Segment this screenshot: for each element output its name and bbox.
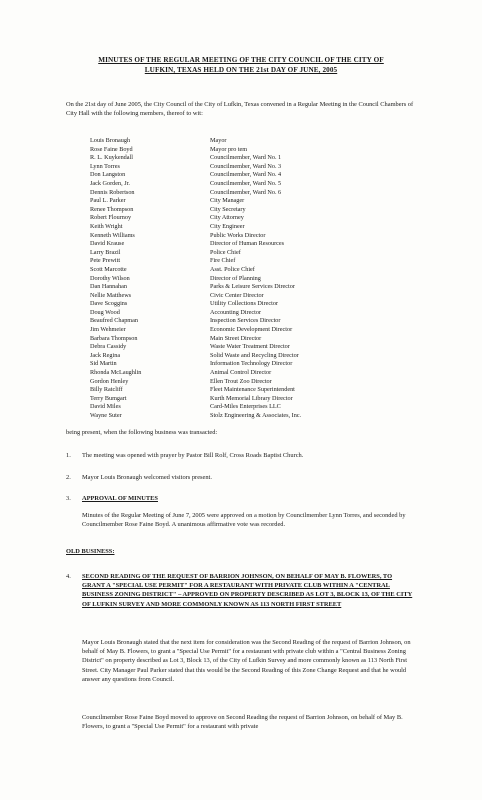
attendee-name: Larry Brazil (90, 248, 121, 256)
roster-row (90, 223, 410, 232)
roster-row (90, 317, 410, 326)
roster-row (90, 343, 410, 352)
attendee-name: Renee Thompson (90, 205, 134, 213)
item-4-title: SECOND READING OF THE REQUEST OF BARRION JOHNSON, ON BEHALF OF MAY B. FLOWERS, TO GRANT A "SPECIAL USE PERMIT" FOR A RESTAURANT WITH PRIVATE CLUB WITHIN A "CENTRAL BUSINESS ZONING DISTRICT" – APPROVED ON PROPERTY DESCRIBED AS LOT 3, BLOCK 13, OF THE CITY OF LUFKIN SURVEY AND MORE COMMONLY KNOWN AS 113 NORTH FIRST STREET (82, 573, 413, 608)
roster-row (90, 249, 410, 258)
attendee-name: R. L. Kuykendall (90, 154, 133, 162)
roster-row (90, 180, 410, 189)
attendee-name: Rose Faine Boyd (90, 145, 133, 153)
roster-row (90, 378, 410, 387)
attendee-title: Ellen Trout Zoo Director (210, 377, 272, 385)
attendee-title: Waste Water Treatment Director (210, 343, 290, 351)
roster-row (90, 309, 410, 318)
attendee-title: Fleet Maintenance Superintendent (210, 386, 295, 394)
attendee-name: Dave Scoggins (90, 300, 128, 308)
item-4-paragraph-1: Mayor Louis Bronaugh stated that the next item for consideration was the Second Reading of the request of Barrion Johnson, on behalf of May B. Flowers, to grant a "Special Use Permit" for a restaurant with private club within a "Central Business Zoning District" on property described as Lot 3, Block 13, of the City of Lufkin Survey and more commonly known as 113 North First Street. City Manager Paul Parker stated that this would be the Second Reading of this Zone Change Request and that he would answer any questions from Council. (82, 639, 411, 683)
attendee-name: Pete Prewitt (90, 257, 121, 265)
attendee-name: Dan Hannahan (90, 283, 127, 291)
attendee-title: Information Technology Director (210, 360, 293, 368)
attendee-title: Utility Collections Director (210, 300, 279, 308)
old-business-heading: OLD BUSINESS: (66, 548, 115, 555)
title-line-1: MINUTES OF THE REGULAR MEETING OF THE CITY COUNCIL OF THE CITY OF (98, 56, 384, 64)
attendee-title: Police Chief (210, 248, 241, 256)
attendee-name: Kenneth Williams (90, 231, 135, 239)
roster-row (90, 412, 410, 421)
attendee-title: Councilmember, Ward No. 6 (210, 188, 282, 196)
roster-row (90, 292, 410, 301)
roster-row (90, 163, 410, 172)
attendee-name: David Krause (90, 240, 125, 248)
roster-row (90, 232, 410, 241)
attendee-name: Jack Regina (90, 351, 121, 359)
attendee-name: Wayne Suter (90, 412, 122, 419)
attendee-name: Nellie Matthews (90, 291, 132, 299)
attendee-name: Dorothy Wilson (90, 274, 130, 282)
item-2 (66, 473, 416, 482)
item-number: 4. (66, 573, 71, 580)
being-present-text: being present, when the following business was transacted: (66, 429, 218, 436)
roster-row (90, 283, 410, 292)
roster-row (90, 326, 410, 335)
roster-row (90, 395, 410, 404)
item-1 (66, 451, 416, 460)
attendee-title: Councilmember, Ward No. 1 (210, 154, 282, 162)
roster-row (90, 206, 410, 215)
attendee-title: Asst. Police Chief (210, 265, 255, 273)
attendee-name: Gordon Henley (90, 377, 129, 385)
title-line-2: LUFKIN, TEXAS HELD ON THE 21st DAY OF JUNE, 2005 (144, 66, 338, 74)
attendee-title: Kurth Memorial Library Director (210, 394, 293, 402)
attendee-title: Card-Miles Enterprises LLC (210, 403, 281, 411)
attendee-title: Director of Planning (210, 274, 261, 282)
attendee-title: Main Street Director (210, 334, 262, 342)
attendee-name: Barbara Thompson (90, 334, 138, 342)
attendee-name: Keith Wright (90, 222, 123, 230)
attendee-name: Beaufred Chapman (90, 317, 138, 325)
attendee-name: Jim Wehmeier (90, 326, 126, 334)
document-title (40, 55, 442, 75)
attendee-title: Civic Center Director (210, 291, 264, 299)
attendee-title: Mayor (210, 137, 227, 144)
attendee-title: City Attorney (210, 214, 244, 222)
attendee-title: Councilmember, Ward No. 4 (210, 171, 282, 179)
roster-row (90, 137, 410, 146)
item-text: Mayor Louis Bronaugh welcomed visitors present. (82, 474, 212, 481)
attendee-name: Lynn Torres (90, 162, 120, 170)
attendee-name: Debra Cassidy (90, 343, 127, 351)
attendee-title: Inspection Services Director (210, 317, 281, 325)
attendee-name: Scott Marcotte (90, 265, 127, 273)
attendee-title: Mayor pro tem (210, 145, 248, 153)
roster-row (90, 257, 410, 266)
attendee-name: Sid Martin (90, 360, 117, 368)
attendee-title: Economic Development Director (210, 326, 293, 334)
attendee-name: Louis Bronaugh (90, 137, 131, 144)
roster-row (90, 352, 410, 361)
roster-row (90, 275, 410, 284)
attendee-title: Accounting Director (210, 308, 262, 316)
approval-paragraph: Minutes of the Regular Meeting of June 7, 2005 were approved on a motion by Councilmember Lynn Torres, and seconded by Councilmember Rose Faine Boyd. A unanimous affirmative vote was recorded. (82, 512, 406, 529)
attendee-name: David Miles (90, 403, 121, 411)
item-4-heading (66, 572, 416, 609)
attendee-name: Dennis Robertson (90, 188, 135, 196)
attendee-title: Councilmember, Ward No. 3 (210, 162, 282, 170)
roster-row (90, 386, 410, 395)
roster-row (90, 189, 410, 198)
roster-row (90, 146, 410, 155)
roster-row (90, 335, 410, 344)
attendee-title: City Engineer (210, 222, 245, 230)
roster-row (90, 300, 410, 309)
item-number: 3. (66, 495, 71, 502)
attendee-name: Doug Wood (90, 308, 120, 316)
attendee-title: Parks & Leisure Services Director (210, 283, 295, 291)
attendee-title: Public Works Director (210, 231, 266, 239)
item-text: The meeting was opened with prayer by Pastor Bill Rolf, Cross Roads Baptist Church. (82, 452, 304, 459)
approval-heading: APPROVAL OF MINUTES (82, 495, 158, 502)
attendee-name: Billy Ratcliff (90, 386, 123, 394)
attendee-name: Terry Bumgart (90, 394, 127, 402)
attendee-name: Rhonda McLaughlin (90, 369, 142, 377)
attendee-title: City Secretary (210, 205, 246, 213)
roster-row (90, 369, 410, 378)
attendee-title: Stolz Engineering & Associates, Inc. (210, 412, 302, 419)
attendee-title: Fire Chief (210, 257, 236, 265)
roster-row (90, 266, 410, 275)
item-number: 2. (66, 474, 71, 481)
attendee-name: Don Langston (90, 171, 126, 179)
item-4-paragraph-2: Councilmember Rose Faine Boyd moved to approve on Second Reading the request of Barrion Johnson, on behalf of May B. Flowers, to grant a "Special Use Permit" for a restaurant with private (82, 714, 403, 731)
roster-row (90, 240, 410, 249)
roster-row (90, 154, 410, 163)
item-3-heading (66, 494, 416, 503)
item-number: 1. (66, 452, 71, 459)
attendee-title: City Manager (210, 197, 245, 205)
intro-paragraph: On the 21st day of June 2005, the City Council of the City of Lufkin, Texas convened in a Regular Meeting in the Council Chambers of City Hall with the following members, thereof to wit: (66, 101, 414, 118)
attendee-title: Director of Human Resources (210, 240, 285, 248)
roster-row (90, 214, 410, 223)
roster-row (90, 360, 410, 369)
attendee-title: Solid Waste and Recycling Director (210, 351, 299, 359)
attendee-name: Paul L. Parker (90, 197, 126, 205)
attendee-roster (90, 137, 410, 421)
attendee-name: Jack Gorden, Jr. (90, 179, 130, 187)
attendee-title: Councilmember, Ward No. 5 (210, 179, 282, 187)
roster-row (90, 403, 410, 412)
roster-row (90, 197, 410, 206)
roster-row (90, 171, 410, 180)
attendee-title: Animal Control Director (210, 369, 272, 377)
attendee-name: Robert Flournoy (90, 214, 132, 222)
